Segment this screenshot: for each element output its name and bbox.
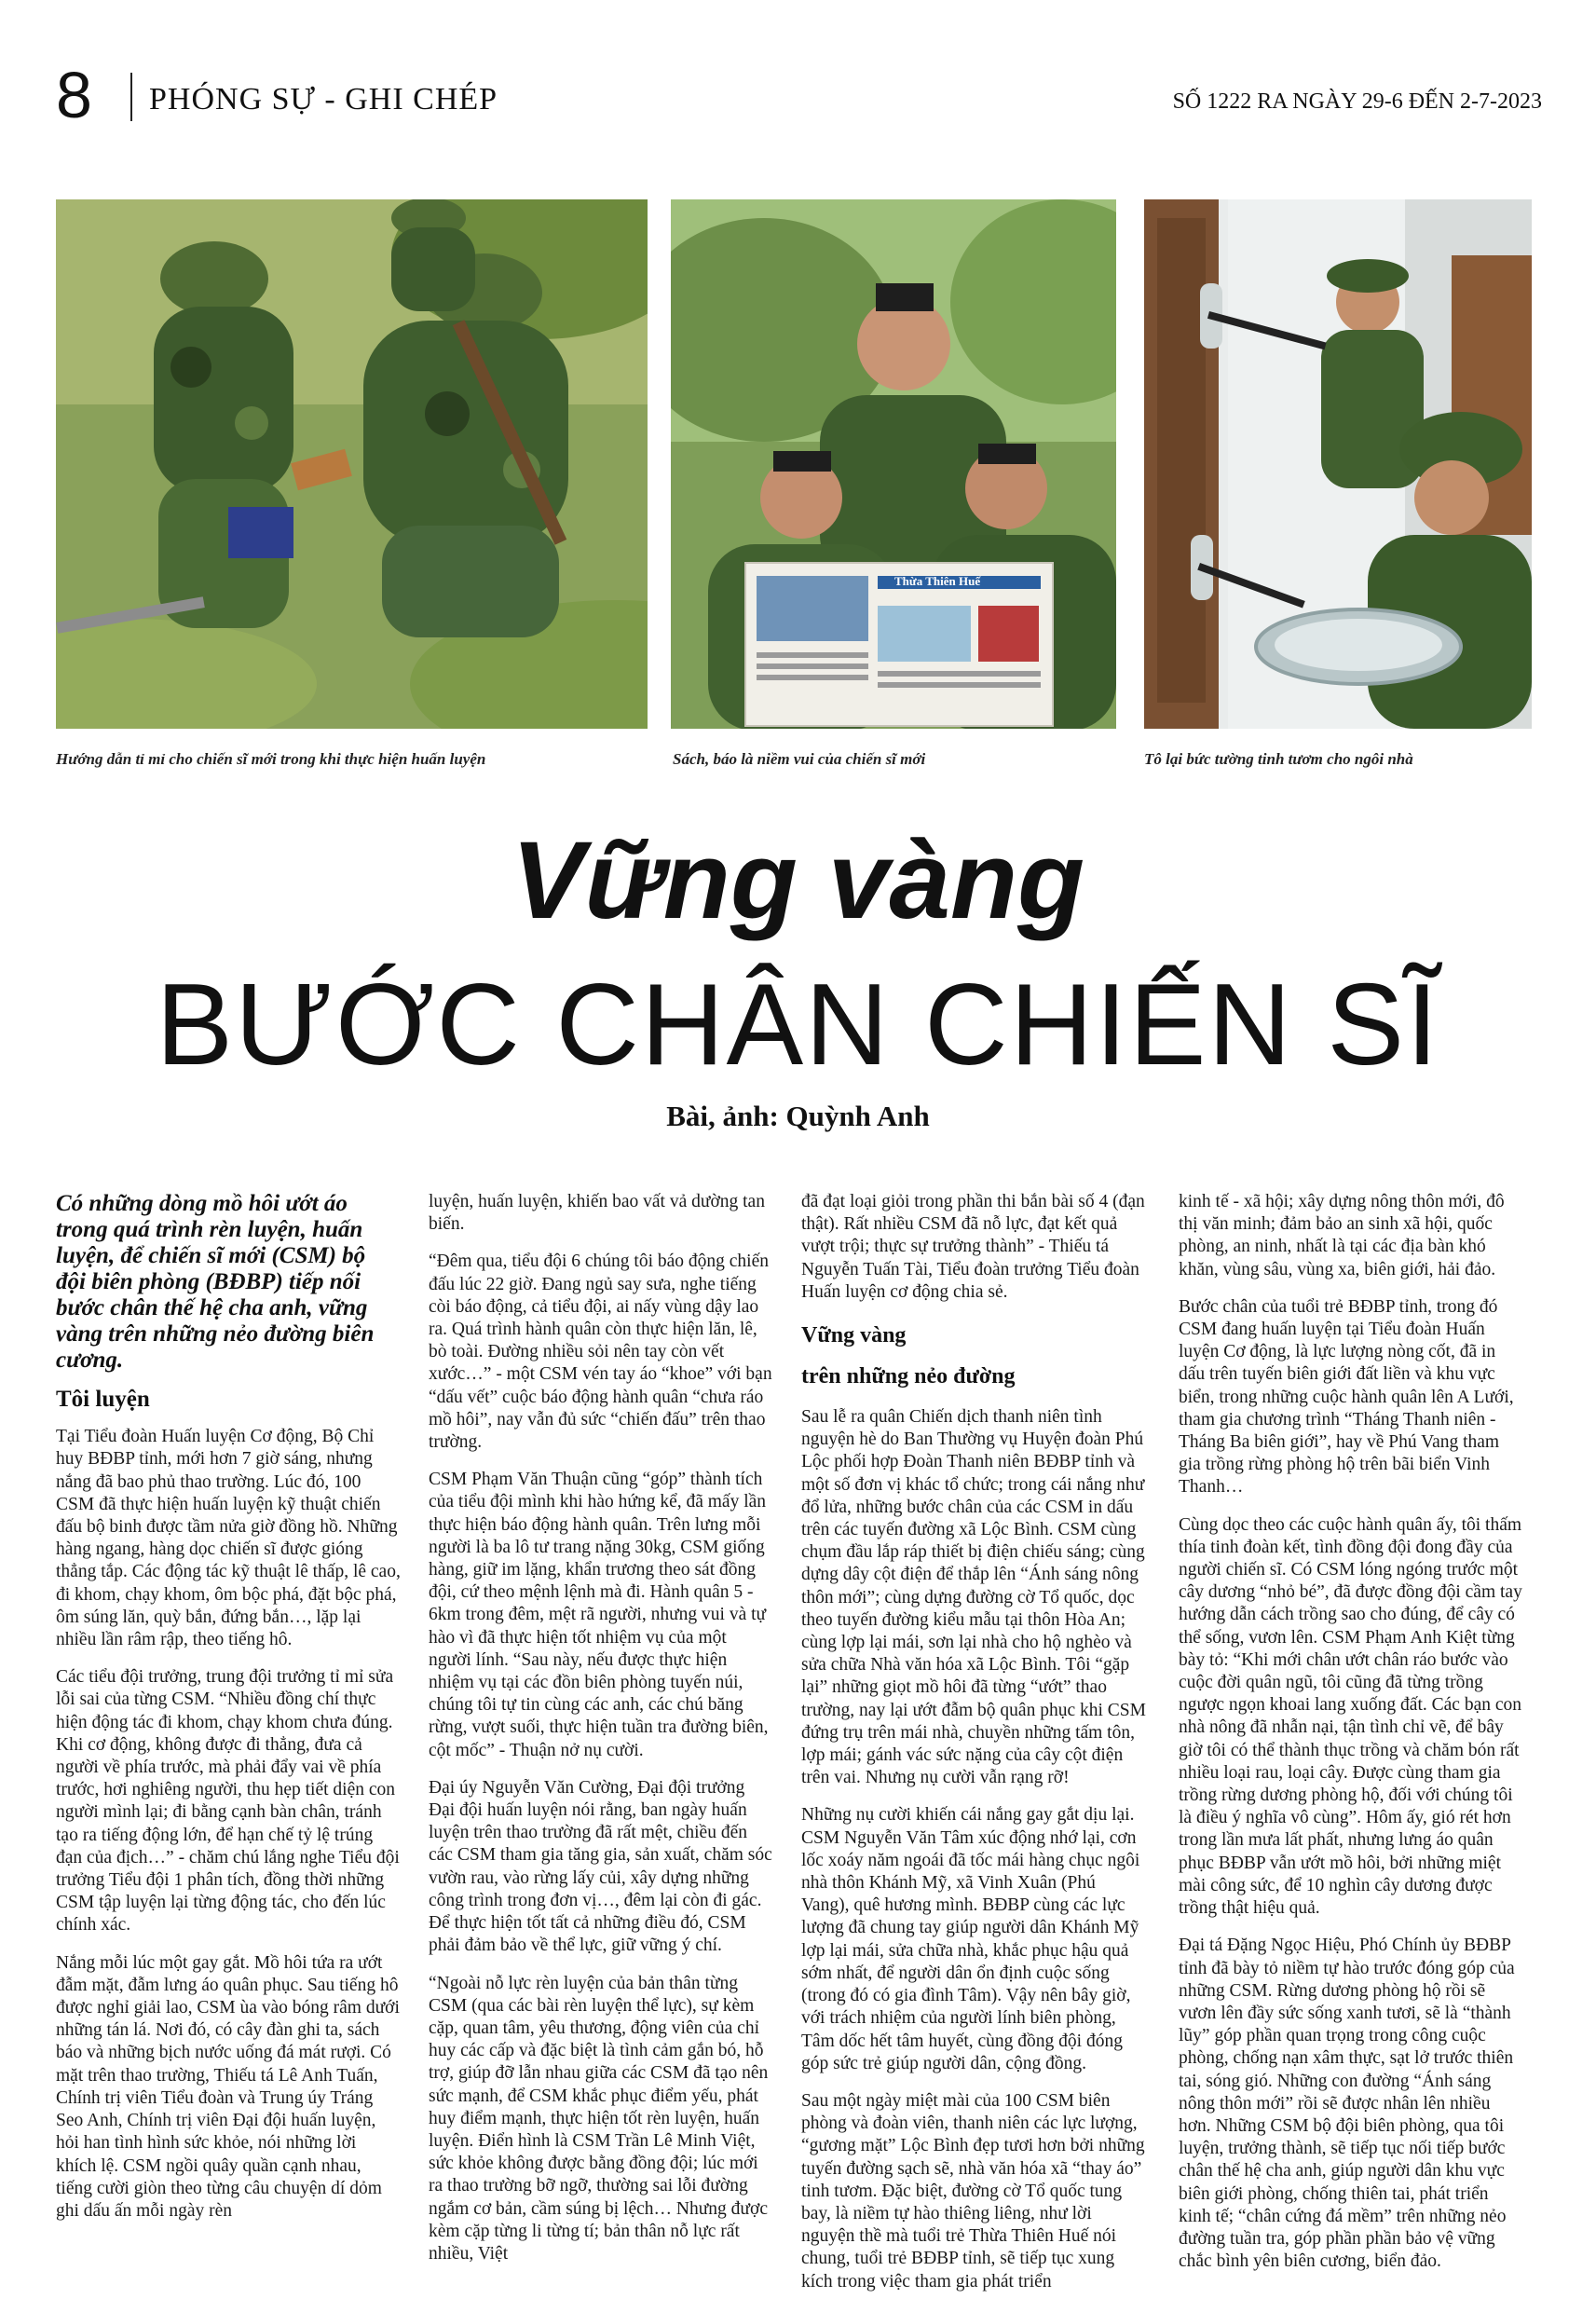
paragraph: Tại Tiểu đoàn Huấn luyện Cơ động, Bộ Chỉ huy BĐBP tỉnh, mới hơn 7 giờ sáng, nhưng nắng đã bao phủ thao trường. Lúc đó, 100 CSM đã thực hiện huấn luyện kỹ thuật chiến đấu bộ binh được tầm nửa giờ đồng hồ. Những hàng ngang, hàng dọc chiến sĩ được gióng thẳng tắp. Các động tác kỹ thuật lê thấp, lê cao, đi khom, chạy khom, ôm bộc phá, đặt bộc phá, ôm súng lăn, quỳ bắn, đứng bắn…, lặp lại nhiều lần râm rập, theo tiếng hô. bbox=[56, 1427, 401, 1650]
photo-training bbox=[56, 199, 648, 729]
article-column-1 bbox=[56, 1191, 401, 2237]
article-column-2 bbox=[429, 1191, 773, 2280]
training-photo-illustration bbox=[56, 199, 648, 729]
paragraph: Các tiểu đội trưởng, trung đội trưởng tỉ mỉ sửa lỗi sai của từng CSM. “Nhiều đồng chí thực hiện động tác đi khom, chạy khom chưa đúng. Khi cơ động, không được đi thẳng, đưa cả người về phía trước, mà phải đẩy vai về phía trước, hơi nghiêng người, thu hẹp tiết diện con người mình lại; đi bằng cạnh bàn chân, tránh tạo ra tiếng động lớn, để hạn chế tỷ lệ trúng đạn của địch…” - chăm chú lắng nghe Tiểu đội trưởng Tiểu đội 1 phân tích, đồng thời những CSM tập luyện lại từng động tác, cho đến lúc chính xác. bbox=[56, 1667, 400, 1936]
paragraph: Cùng dọc theo các cuộc hành quân ấy, tôi thấm thía tinh đoàn kết, tình đồng đội đong đầy của người chiến sĩ. Có CSM lóng ngóng trước một cây dương “nhỏ bé”, đã được đồng đội cầm tay hướng dẫn cách trồng sao cho đúng, để cây có thể sống, vươn lên. CSM Phạm Anh Kiệt từng bày tỏ: “Khi mới chân ướt chân ráo bước vào cuộc đời quân ngũ, tôi cũng đã từng trồng ngược ngọn khoai lang xuống đất. Các bạn con nhà nông đã nhẫn nại, tận tình chỉ vẽ, để bây giờ tôi có thể thành thục trồng và chăm bón rất nhiều loại rau, loại cây. Được cùng tham gia trồng rừng dương phòng hộ, đối với chúng tôi là điều ý nghĩa vô cùng”. Hôm ấy, gió rét hơn trong lần mưa lất phất, nhưng lưng áo quân phục BĐBP vẫn ướt mồ hôi, bởi những miệt mài công sức, để 10 nghìn cây dương được trồng thật hiệu quả. bbox=[1179, 1514, 1522, 1919]
paragraph: Sau một ngày miệt mài của 100 CSM biên phòng và đoàn viên, thanh niên các lực lượng, “gương mặt” Lộc Bình đẹp tươi hơn bởi những tuyến đường sạch sẽ, nhà văn hóa xã “thay áo” tinh tươm. Đặc biệt, đường cờ Tổ quốc tung bay, là niềm tự hào thiêng liêng, như lời nguyện thề mà tuổi trẻ Thừa Thiên Huế nói chung, tuổi trẻ BĐBP tỉnh, sẽ tiếp tục xung kích trong việc tham gia phát triển bbox=[801, 2090, 1145, 2291]
paragraph: “Ngoài nỗ lực rèn luyện của bản thân từng CSM (qua các bài rèn luyện thể lực), sự kèm cặp, quan tâm, yêu thương, động viên của chỉ huy các cấp và đặc biệt là tình cảm gắn bó, hỗ trợ, giúp đỡ lẫn nhau giữa các CSM đã tạo nên sức mạnh, để CSM khắc phục điểm yếu, phát huy điểm mạnh, thực hiện tốt rèn luyện, huấn luyện. Điển hình là CSM Trần Lê Minh Việt, sức khỏe không được bằng đồng đội; lúc mới ra thao trường bỡ ngỡ, thường sai lỗi đường ngắm cơ bản, cầm súng bị lệch… Nhưng được kèm cặp từng li từng tí; bản thân nỗ lực rất nhiều, Việt bbox=[429, 1973, 769, 2264]
photo-reading bbox=[671, 199, 1116, 729]
paragraph: luyện, huấn luyện, khiến bao vất vả dường tan biến. bbox=[429, 1192, 765, 1235]
photo-caption-3: Tô lại bức tường tinh tươm cho ngôi nhà bbox=[1144, 750, 1413, 768]
headline-line1: Vững vàng bbox=[511, 819, 1085, 942]
paragraph: Đại úy Nguyễn Văn Cường, Đại đội trưởng Đại đội huấn luyện nói rằng, ban ngày huấn luyện trên thao trường đã rất mệt, chiều đến các CSM tham gia tăng gia, sản xuất, chăm sóc vườn rau, vào rừng lấy củi, xây dựng những công trình trong đơn vị…, đêm lại còn đi gác. Để thực hiện tốt tất cả những điều đó, CSM phải đảm bảo về thể lực, giữ vững ý chí. bbox=[429, 1777, 772, 1956]
section-heading-tren-nhung-neo-duong: trên những nẻo đường bbox=[801, 1364, 1016, 1389]
painting-photo-illustration bbox=[1144, 199, 1532, 729]
article-lead: Có những dòng mồ hôi ướt áo trong quá trình rèn luyện, huấn luyện, để chiến sĩ mới (CSM) bộ đội biên phòng (BĐBP) tiếp nối bước chân thế hệ cha anh, vững vàng trên những nẻo đường biên cương. bbox=[56, 1191, 375, 1373]
photo-caption-1: Hướng dẫn tỉ mỉ cho chiến sĩ mới trong khi thực hiện huấn luyện bbox=[56, 750, 486, 768]
article-column-4 bbox=[1179, 1191, 1523, 2288]
section-heading-vung-vang: Vững vàng bbox=[801, 1323, 907, 1348]
header-divider bbox=[130, 73, 132, 121]
paragraph: Bước chân của tuổi trẻ BĐBP tỉnh, trong đó CSM đang huấn luyện tại Tiểu đoàn Huấn luyện Cơ động, là lực lượng nòng cốt, đã in dấu trên tuyến biên giới đất liền và khu vực biển, trong những cuộc hành quân lên A Lưới, tham gia chương trình “Tháng Thanh niên - Tháng Ba biên giới”, hay về Phú Vang tham gia trồng rừng phòng hộ trên bãi biển Vinh Thanh… bbox=[1179, 1296, 1514, 1498]
photo-caption-2: Sách, báo là niềm vui của chiến sĩ mới bbox=[673, 750, 926, 768]
paragraph: Đại tá Đặng Ngọc Hiệu, Phó Chính ủy BĐBP tỉnh đã bày tỏ niềm tự hào trước đóng góp của những CSM. Rừng dương phòng hộ rồi sẽ vươn lên đầy sức sống xanh tươi, sẽ là “thành lũy” góp phần quan trọng trong công cuộc phòng, chống nạn xâm thực, sạt lở trước thiên tai, sóng gió. Những con đường “Ánh sáng nông thôn mới” rồi sẽ được nhân lên nhiều hơn. Những CSM bộ đội biên phòng, qua tôi luyện, trưởng thành, sẽ tiếp tục nối tiếp bước chân thế hệ cha anh, giúp người dân khu vực biên giới phòng, chống thiên tai, phát triển kinh tế; “chân cứng đá mềm” trên những nẻo đường tuần tra, góp phần phần bảo vệ vững chắc bình yên biên cương, biển đảo. bbox=[1179, 1936, 1515, 2272]
section-heading-toi-luyen: Tôi luyện bbox=[56, 1387, 150, 1412]
paragraph: “Đêm qua, tiểu đội 6 chúng tôi báo động chiến đấu lúc 22 giờ. Đang ngủ say sưa, nghe tiếng còi báo động, cả tiểu đội, ai nấy vùng dậy lao ra. Quá trình hành quân còn thực hiện lăn, lê, bò toài. Đường nhiều sỏi nên tay còn vết xước…” - một CSM vén tay áo “khoe” với bạn “dấu vết” cuộc báo động hành quân “chưa ráo mồ hôi”, nay vẫn đủ sức “chiến đấu” trên thao trường. bbox=[429, 1252, 772, 1453]
section-name: PHÓNG SỰ - GHI CHÉP bbox=[149, 82, 498, 116]
byline: Bài, ảnh: Quỳnh Anh bbox=[666, 1100, 930, 1132]
article-column-3 bbox=[801, 1191, 1146, 2308]
headline-line2: BƯỚC CHÂN CHIẾN SĨ bbox=[156, 961, 1440, 1089]
paragraph: Nắng mỗi lúc một gay gắt. Mồ hôi tứa ra ướt đẫm mặt, đẫm lưng áo quân phục. Sau tiếng hô được nghỉ giải lao, CSM ùa vào bóng râm dưới những tán lá. Nơi đó, có cây đàn ghi ta, sách báo và những bịch nước uống đá mát rượi. Có mặt trên thao trường, Thiếu tá Lê Anh Tuấn, Chính trị viên Tiểu đoàn và Trung úy Tráng Seo Anh, Chính trị viên Đại đội huấn luyện, hỏi han tình hình sức khỏe, nói những lời khích lệ. CSM ngồi quây quần cạnh nhau, tiếng cười giòn theo từng câu chuyện dí dỏm ghi dấu ấn mỗi ngày rèn bbox=[56, 1952, 400, 2221]
page-number: 8 bbox=[56, 59, 92, 131]
paragraph: Sau lễ ra quân Chiến dịch thanh niên tình nguyện hè do Ban Thường vụ Huyện đoàn Phú Lộc phối hợp Đoàn Thanh niên BĐBP tỉnh và một số đơn vị khác tổ chức; trong cái nắng như đổ lửa, những bước chân của các CSM in dấu trên các tuyến đường xã Lộc Bình. CSM cùng chụm đầu lắp ráp thiết bị điện chiếu sáng; cùng dựng dây cột điện để thắp lên “Ánh sáng nông thôn mới”; cùng dựng đường cờ Tổ quốc, dọc theo tuyến đường kiểu mẫu tại thôn Hòa An; cùng lợp lại mái, sơn lại nhà cho hộ nghèo và sửa chữa Nhà văn hóa xã Lộc Bình. Tôi “gặp lại” những giọt mồ hôi đã từng “ướt” thao trường, nay lại ướt đẫm bộ quân phục khi CSM đứng trụ trên mái nhà, chuyền những tấm tôn, lợp mái; gánh vác sức nặng của cây cột điện trên vai. Nhưng nụ cười vẫn rạng rỡ! bbox=[801, 1407, 1146, 1788]
photo-painting bbox=[1144, 199, 1532, 729]
paragraph: Những nụ cười khiến cái nắng gay gắt dịu lại. CSM Nguyễn Văn Tâm xúc động nhớ lại, cơn lốc xoáy năm ngoái đã tốc mái hàng chục ngôi nhà thôn Khánh Mỹ, xã Vinh Xuân (Phú Vang), quê hương mình. BĐBP cùng các lực lượng đã chung tay giúp người dân Khánh Mỹ lợp lại mái, sửa chữa nhà, khắc phục hậu quả sớm nhất, để người dân ổn định cuộc sống (trong đó có gia đình Tâm). Vậy nên bây giờ, với trách nhiệm của người lính biên phòng, Tâm dốc hết tâm huyết, cùng đồng đội đóng góp sức trẻ giúp người dân, cộng đồng. bbox=[801, 1805, 1140, 2073]
page-header bbox=[56, 58, 1542, 132]
paragraph: kinh tế - xã hội; xây dựng nông thôn mới, đô thị văn minh; đảm bảo an sinh xã hội, quốc phòng, an ninh, nhất là tại các địa bàn khó khăn, vùng sâu, vùng xa, biên giới, hải đảo. bbox=[1179, 1192, 1505, 1279]
reading-photo-illustration bbox=[671, 199, 1116, 729]
paragraph: đã đạt loại giỏi trong phần thi bắn bài số 4 (đạn thật). Rất nhiều CSM đã nỗ lực, đạt kết quả vượt trội; thực sự trưởng thành” - Thiếu tá Nguyễn Tuấn Tài, Tiểu đoàn trưởng Tiểu đoàn Huấn luyện cơ động chia sẻ. bbox=[801, 1192, 1145, 1302]
paragraph: CSM Phạm Văn Thuận cũng “góp” thành tích của tiểu đội mình khi hào hứng kể, đã mấy lần thực hiện báo động hành quân. Trên lưng mỗi người là ba lô tư trang nặng 30kg, CSM giống hàng, giữ im lặng, khẩn trương theo sát đồng đội, cứ theo mệnh lệnh mà đi. Hành quân 5 - 6km trong đêm, mệt rã người, nhưng vui và tự hào vì đã thực hiện tốt nhiệm vụ của một người lính. “Sau này, nếu được thực hiện nhiệm vụ tại các đồn biên phòng tuyến núi, chúng tôi tự tin cùng các anh, các chú băng rừng, vượt suối, thực hiện tuần tra đường biên, cột mốc” - Thuận nở nụ cười. bbox=[429, 1470, 769, 1760]
newspaper-masthead: Thừa Thiên Huế bbox=[894, 574, 981, 588]
issue-info: SỐ 1222 RA NGÀY 29-6 ĐẾN 2-7-2023 bbox=[1172, 89, 1542, 114]
